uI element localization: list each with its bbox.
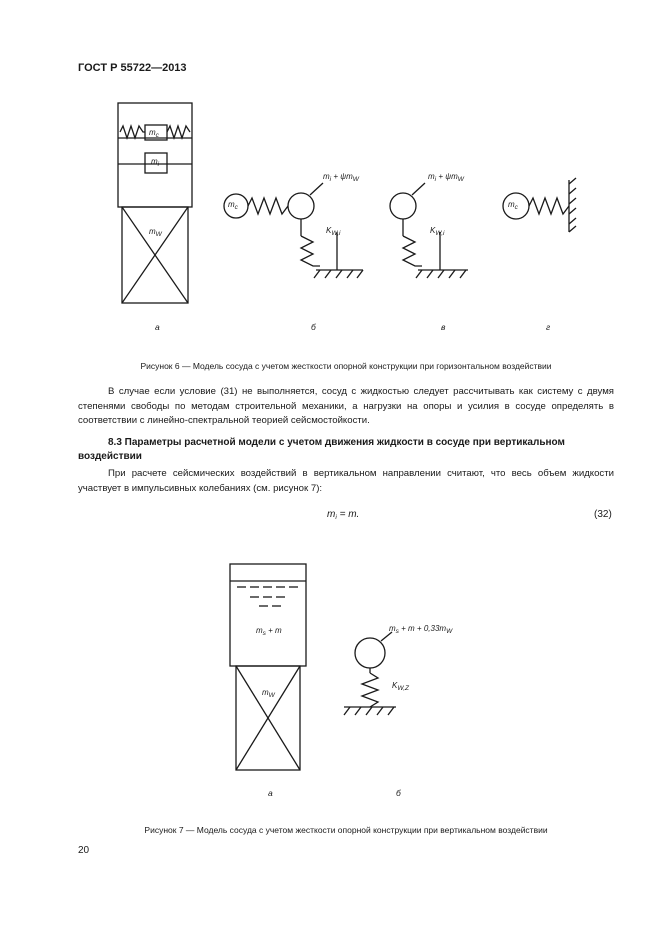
fig6g-spring-horizontal: [529, 198, 569, 214]
fig7a-tank-mass-label: $m_s + m$: [256, 626, 282, 637]
fig7b-spring-vertical: [362, 673, 378, 707]
fig7-sublabel-a: а: [268, 788, 273, 798]
fig7b-k-label: $K_{W,Z}$: [392, 681, 410, 692]
fig6b-k-label: $K_{W,i}$: [326, 226, 341, 237]
fig6b-mass-label: $m_i + \psi m_W$: [323, 172, 359, 183]
paragraph-1: В случае если условие (31) не выполняется, сосуд с жидкостью следует рассчитывать как систему с двумя степенями свободы по методам строительной механики, а нагрузки на опоры и усилия в сосуде определять в соответствии с линейно-спектральной теорией сейсмостойкости.: [78, 386, 614, 426]
equation-number: (32): [594, 509, 612, 520]
fig6a-left-spring: [120, 126, 145, 138]
fig6v-spring-vertical: [403, 236, 422, 266]
fig6v-mass-label: $m_i + \psi m_W$: [428, 172, 464, 183]
fig6a-tank-body: [118, 103, 192, 207]
fig6-sublabel-v: в: [441, 322, 446, 332]
figure-6-caption: Рисунок 6 — Модель сосуда с учетом жесткости опорной конструкции при горизонтальном воздействии: [140, 361, 552, 371]
fig7a-mw-label: $m_W$: [262, 688, 275, 699]
section-heading: 8.3 Параметры расчетной модели с учетом движения жидкости в сосуде при вертикальном воздействии: [78, 437, 565, 462]
fig6-sublabel-b: б: [311, 322, 316, 332]
figure-7-drawing: [0, 540, 661, 800]
fig6v-mass-circle: [390, 193, 416, 219]
fig6b-mass-circle: [288, 193, 314, 219]
fig6-sublabel-a: а: [155, 322, 160, 332]
fig6-sublabel-g: г: [546, 322, 551, 332]
fig7b-mass-circle: [355, 638, 385, 668]
fig6g-mc-label: $m_c$: [508, 200, 518, 211]
equation-32: $m_i = m$.: [327, 509, 360, 521]
figure-7-caption: Рисунок 7 — Модель сосуда с учетом жесткости опорной конструкции при вертикальном воздействии: [144, 825, 548, 835]
fig6a-mi-label: $m_i$: [151, 157, 160, 168]
fig7a-tank-body: [230, 564, 306, 666]
fig6b-spring-vertical: [301, 236, 320, 266]
paragraph-2: При расчете сейсмических воздействий в вертикальном направлении считают, что весь объем жидкости участвует в импульсивных колебаниях (см. рисунок 7):: [78, 468, 614, 494]
fig6a-right-spring: [167, 126, 190, 138]
fig6b-mc-label: $m_c$: [228, 200, 238, 211]
page-number: 20: [78, 845, 90, 856]
fig6a-mw-label: $m_W$: [149, 227, 162, 238]
fig6a-mc-label: $m_c$: [149, 128, 159, 139]
fig7-sublabel-b: б: [396, 788, 401, 798]
fig6b-spring-horizontal: [248, 198, 288, 214]
document-header: ГОСТ Р 55722—2013: [78, 62, 187, 74]
fig7b-mass-label: $m_s + m + 0,33m_W$: [389, 624, 453, 635]
fig6v-k-label: $K_{W,i}$: [430, 226, 445, 237]
